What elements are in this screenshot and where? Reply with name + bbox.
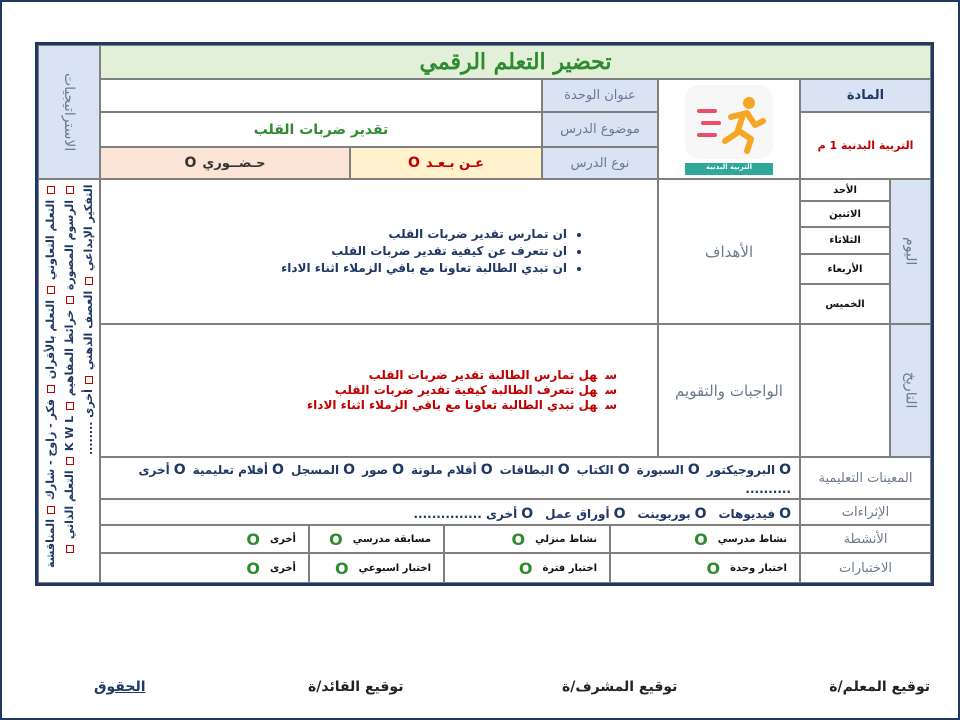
test-label: اختبار وحدة <box>730 562 787 574</box>
activity-radio-icon[interactable]: O <box>694 529 708 549</box>
day-item[interactable]: الاثنين <box>800 201 890 227</box>
tests-label: الاختبارات <box>839 560 892 576</box>
resources-cell[interactable] <box>100 457 800 499</box>
day-header <box>890 179 931 324</box>
activities-options <box>100 525 800 553</box>
strategy-label: الرسوم المصورة <box>62 196 76 294</box>
enrich-option[interactable] <box>413 503 533 522</box>
strategies-header <box>38 45 100 179</box>
test-option[interactable] <box>100 553 309 583</box>
resources-label-cell <box>800 457 931 499</box>
test-option[interactable] <box>444 553 610 583</box>
strategy-item[interactable] <box>63 400 76 455</box>
activity-option[interactable] <box>610 525 800 553</box>
strategy-item[interactable] <box>44 383 57 504</box>
resource-radio-icon[interactable]: O <box>392 462 405 478</box>
unit-label-cell <box>542 79 658 112</box>
enrich-options <box>401 503 791 522</box>
tests-label-cell <box>800 553 931 583</box>
activity-radio-icon[interactable]: O <box>511 529 526 549</box>
strategy-item[interactable] <box>82 374 95 456</box>
resource-radio-icon[interactable]: O <box>617 462 630 478</box>
activity-option[interactable] <box>444 525 610 553</box>
strategy-checkbox-icon[interactable] <box>66 457 74 465</box>
type-label-cell <box>542 147 658 179</box>
activity-option[interactable] <box>100 525 309 553</box>
strategy-item[interactable] <box>82 275 95 374</box>
strategy-label: المناقشة <box>43 515 57 569</box>
question-prefix: س <box>605 383 617 397</box>
strategy-checkbox-icon[interactable] <box>66 186 74 194</box>
strategy-checkbox-icon[interactable] <box>85 376 93 384</box>
supervisor-signature: توقيع المشرف/ة <box>562 679 678 695</box>
resource-radio-icon[interactable]: O <box>687 462 700 478</box>
resource-label: البروجيكتور <box>706 463 776 477</box>
test-option[interactable] <box>610 553 800 583</box>
test-label: اختبار اسبوعي <box>358 562 431 574</box>
homework-label-cell <box>658 324 800 457</box>
strategy-checkbox-icon[interactable] <box>66 545 74 553</box>
resource-option[interactable] <box>411 459 493 478</box>
question-item <box>307 368 617 383</box>
remote-option-label: عـن بـعـد <box>425 155 485 171</box>
question-prefix: س <box>605 398 617 412</box>
resource-option[interactable] <box>577 459 630 478</box>
lesson-value: تقدير ضربات القلب <box>253 121 389 138</box>
resource-option[interactable] <box>291 459 355 478</box>
objectives-label-cell <box>658 179 800 324</box>
enrich-radio-icon[interactable]: O <box>613 505 626 522</box>
question-item <box>307 383 617 398</box>
type-label: نوع الدرس <box>570 155 630 171</box>
strategy-label: التعلم الذاتي <box>62 466 76 544</box>
resource-label: البطاقات <box>499 463 554 477</box>
objectives-label: الأهداف <box>704 242 754 261</box>
objective-item: • ان تتعرف عن كيفية تقدير ضربات القلب <box>281 243 567 260</box>
objective-item: • ان تمارس تقدير ضربات القلب <box>281 226 567 243</box>
enrich-radio-icon[interactable]: O <box>521 505 534 522</box>
strategy-checkbox-icon[interactable] <box>66 296 74 304</box>
test-radio-icon[interactable]: O <box>335 558 349 578</box>
date-label: التاريخ <box>902 372 919 409</box>
question-prefix: س <box>605 368 617 382</box>
question-item <box>307 398 617 413</box>
strategy-item[interactable] <box>63 184 76 294</box>
remote-option[interactable] <box>350 147 542 179</box>
presence-option-label: حـضــوري <box>202 155 266 171</box>
strategy-label: العصف الذهني <box>81 286 95 374</box>
question-text: هل تمارس الطالبة تقدير ضربات القلب <box>368 368 598 382</box>
enrich-label-text: بوربوينت <box>637 506 691 521</box>
rights-link[interactable]: الحقوق <box>94 679 146 695</box>
enrich-label-cell <box>800 499 931 525</box>
lesson-plan-form <box>35 42 934 586</box>
test-label: أخرى <box>269 562 296 574</box>
day-item[interactable]: الأربعاء <box>800 254 890 284</box>
strategy-checkbox-icon[interactable] <box>47 186 55 194</box>
activities-label-cell <box>800 525 931 553</box>
strategies-label: الاستراتيجيات <box>61 72 77 152</box>
test-option[interactable] <box>309 553 444 583</box>
resource-label: السبورة <box>636 463 684 477</box>
date-field[interactable] <box>800 324 890 457</box>
resource-radio-icon[interactable]: O <box>173 462 186 478</box>
subject-cell[interactable] <box>800 112 931 179</box>
enrich-option[interactable] <box>638 503 707 522</box>
day-item[interactable]: الثلاثاء <box>800 227 890 254</box>
resource-label: صور <box>362 463 389 477</box>
day-item[interactable]: الأحد <box>800 179 890 201</box>
strategy-item[interactable] <box>44 504 57 569</box>
strategy-item[interactable] <box>63 294 76 400</box>
strategy-label: خرائط المفاهيم <box>62 305 76 400</box>
resource-radio-icon[interactable]: O <box>779 462 791 478</box>
enrich-option[interactable] <box>545 503 625 522</box>
presence-option[interactable] <box>100 147 350 179</box>
test-radio-icon[interactable]: O <box>246 558 260 578</box>
subject-header <box>800 79 931 112</box>
enrich-label: الإثراءات <box>841 504 890 520</box>
questions-list <box>307 368 617 413</box>
presence-radio-icon[interactable]: O <box>184 155 197 171</box>
resource-label: أخرى .......... <box>138 463 791 496</box>
day-label: اليوم <box>902 237 919 266</box>
test-radio-icon[interactable]: O <box>706 558 721 578</box>
activities-label: الأنشطة <box>843 531 888 547</box>
resource-option[interactable] <box>637 459 700 478</box>
resource-option[interactable] <box>500 459 570 478</box>
activity-radio-icon[interactable]: O <box>329 529 343 549</box>
strategy-checkbox-icon[interactable] <box>47 506 55 514</box>
homework-label: الواجبات والتقويم <box>675 381 783 400</box>
days-list <box>800 179 890 324</box>
enrich-radio-icon[interactable]: O <box>779 505 791 522</box>
strategy-label: التعلم التعاوني <box>43 196 57 285</box>
strategy-label: التفكير الإبداعي <box>81 184 95 275</box>
resource-radio-icon[interactable]: O <box>557 462 570 478</box>
resources-label: المعينات التعليمية <box>818 470 913 486</box>
resource-radio-icon[interactable]: O <box>343 462 356 478</box>
enrich-option[interactable] <box>718 503 791 522</box>
resource-radio-icon[interactable]: O <box>480 462 493 478</box>
resources-options <box>101 459 791 497</box>
question-text: هل تتعرف الطالبة كيفية تقدير ضربات القلب <box>334 383 598 397</box>
resource-radio-icon[interactable]: O <box>272 462 284 478</box>
strategy-label: أخرى ........ <box>81 385 95 456</box>
activity-option[interactable] <box>309 525 444 553</box>
day-item[interactable]: الخميس <box>800 284 890 324</box>
subject-value: التربية البدنية 1 م <box>817 139 914 152</box>
enrich-label-text: فيديوهات <box>718 506 776 521</box>
objectives-list <box>281 226 585 277</box>
strategy-item[interactable] <box>44 184 57 284</box>
resource-label: الكتاب <box>576 463 614 477</box>
strategy-checkbox-icon[interactable] <box>47 385 55 393</box>
strategy-checkbox-icon[interactable] <box>66 402 74 410</box>
resource-label: أفلام تعليمية <box>192 463 269 477</box>
date-header <box>890 324 931 457</box>
resource-option[interactable] <box>193 459 284 478</box>
test-radio-icon[interactable]: O <box>518 558 533 578</box>
page-title: تحضير التعلم الرقمي <box>419 49 612 75</box>
remote-radio-icon[interactable]: O <box>407 155 420 171</box>
logo-caption: التربية البدنية <box>705 163 753 171</box>
strategy-label: التعلم بالأقران <box>43 296 57 383</box>
strategy-item[interactable] <box>63 455 76 544</box>
strategies-checklist[interactable] <box>39 180 100 582</box>
enrich-cell[interactable] <box>100 499 800 525</box>
resource-label: أقلام ملونة <box>411 463 477 477</box>
lesson-label: موضوع الدرس <box>560 122 640 137</box>
strategy-checkbox-icon[interactable] <box>85 277 93 285</box>
resource-option[interactable] <box>362 459 404 478</box>
homework-cell[interactable] <box>100 324 658 457</box>
subject-label: المادة <box>846 88 885 103</box>
title-bar <box>100 45 931 79</box>
lesson-label-cell <box>542 112 658 147</box>
resource-option[interactable] <box>707 459 791 478</box>
strategy-label: فكر - زاوج - شارك <box>43 394 57 504</box>
activity-label: مسابقة مدرسي <box>352 533 431 545</box>
unit-label: عنوان الوحدة <box>564 88 636 103</box>
strategy-checkbox-icon[interactable] <box>47 286 55 294</box>
question-text: هل تبدي الطالبة تعاونا مع باقي الزملاء اثناء الاداء <box>307 398 598 412</box>
activity-label: نشاط مدرسي <box>717 533 787 545</box>
strategies-list[interactable] <box>38 179 100 583</box>
enrich-label-text: أخرى ............... <box>413 506 518 521</box>
objectives-cell[interactable] <box>100 179 658 324</box>
tests-options <box>100 553 800 583</box>
teacher-signature: توقيع المعلم/ة <box>829 679 930 695</box>
lesson-field[interactable] <box>100 112 542 147</box>
enrich-label-text: أوراق عمل <box>545 506 610 521</box>
resource-label: المسجل <box>290 463 340 477</box>
leader-signature: توقيع القائد/ة <box>308 679 404 695</box>
test-label: اختبار فترة <box>542 562 597 574</box>
unit-field[interactable] <box>100 79 542 112</box>
enrich-radio-icon[interactable]: O <box>694 505 707 522</box>
activity-label: أخرى <box>269 533 296 545</box>
strategy-label: K W L <box>62 411 76 455</box>
logo <box>681 81 777 177</box>
activity-radio-icon[interactable]: O <box>246 529 260 549</box>
objective-item: • ان تبدي الطالبة تعاونا مع باقي الزملاء اثناء الاداء <box>281 260 567 277</box>
strategy-item[interactable] <box>44 284 57 383</box>
activity-label: نشاط منزلي <box>535 533 597 545</box>
logo-cell <box>658 79 800 179</box>
